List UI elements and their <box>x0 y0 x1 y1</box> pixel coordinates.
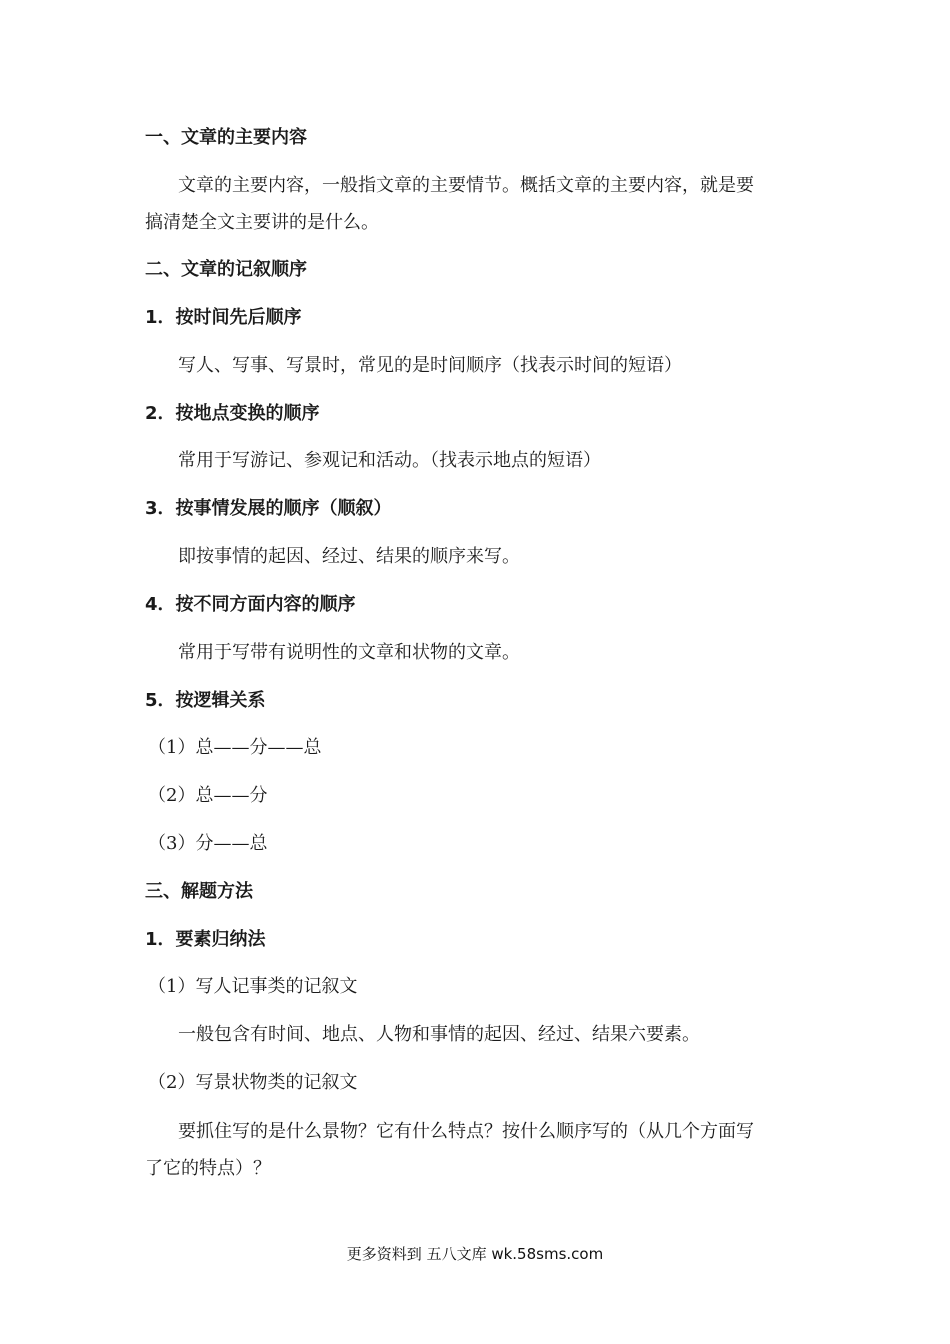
item2-text: 常用于写游记、参观记和活动。（找表示地点的短语） <box>178 450 601 471</box>
method1-heading: 1．要素归纳法 <box>145 929 266 950</box>
item5-sub3: （3）分——总 <box>148 833 268 854</box>
item4-text: 常用于写带有说明性的文章和状物的文章。 <box>178 642 520 663</box>
section1-heading: 一、文章的主要内容 <box>145 127 307 148</box>
item3-text: 即按事情的起因、经过、结果的顺序来写。 <box>178 546 520 567</box>
section1-paragraph-line1: 文章的主要内容，一般指文章的主要情节。概括文章的主要内容，就是要 <box>178 175 754 196</box>
item5-heading: 5．按逻辑关系 <box>145 690 266 711</box>
item5-sub2: （2）总——分 <box>148 785 268 806</box>
method1-sub1-text: 一般包含有时间、地点、人物和事情的起因、经过、结果六要素。 <box>178 1024 700 1045</box>
section3-heading: 三、解题方法 <box>145 881 253 902</box>
section2-heading: 二、文章的记叙顺序 <box>145 259 307 280</box>
footer-watermark-text: 更多资料到 五八文库 wk.58sms.com <box>346 1245 604 1263</box>
item1-heading: 1．按时间先后顺序 <box>145 307 302 328</box>
method1-sub1: （1）写人记事类的记叙文 <box>148 976 358 997</box>
item2-heading: 2．按地点变换的顺序 <box>145 403 320 424</box>
item3-heading: 3．按事情发展的顺序（顺叙） <box>145 498 392 519</box>
method1-sub2-text-line2: 了它的特点）？ <box>145 1158 271 1179</box>
section1-paragraph-line2: 搞清楚全文主要讲的是什么。 <box>145 212 379 233</box>
method1-sub2-text-line1: 要抓住写的是什么景物？它有什么特点？按什么顺序写的（从几个方面写 <box>178 1121 754 1142</box>
item5-sub1: （1）总——分——总 <box>148 737 322 758</box>
item4-heading: 4．按不同方面内容的顺序 <box>145 594 356 615</box>
method1-sub2: （2）写景状物类的记叙文 <box>148 1072 358 1093</box>
item1-text: 写人、写事、写景时，常见的是时间顺序（找表示时间的短语） <box>178 355 682 376</box>
